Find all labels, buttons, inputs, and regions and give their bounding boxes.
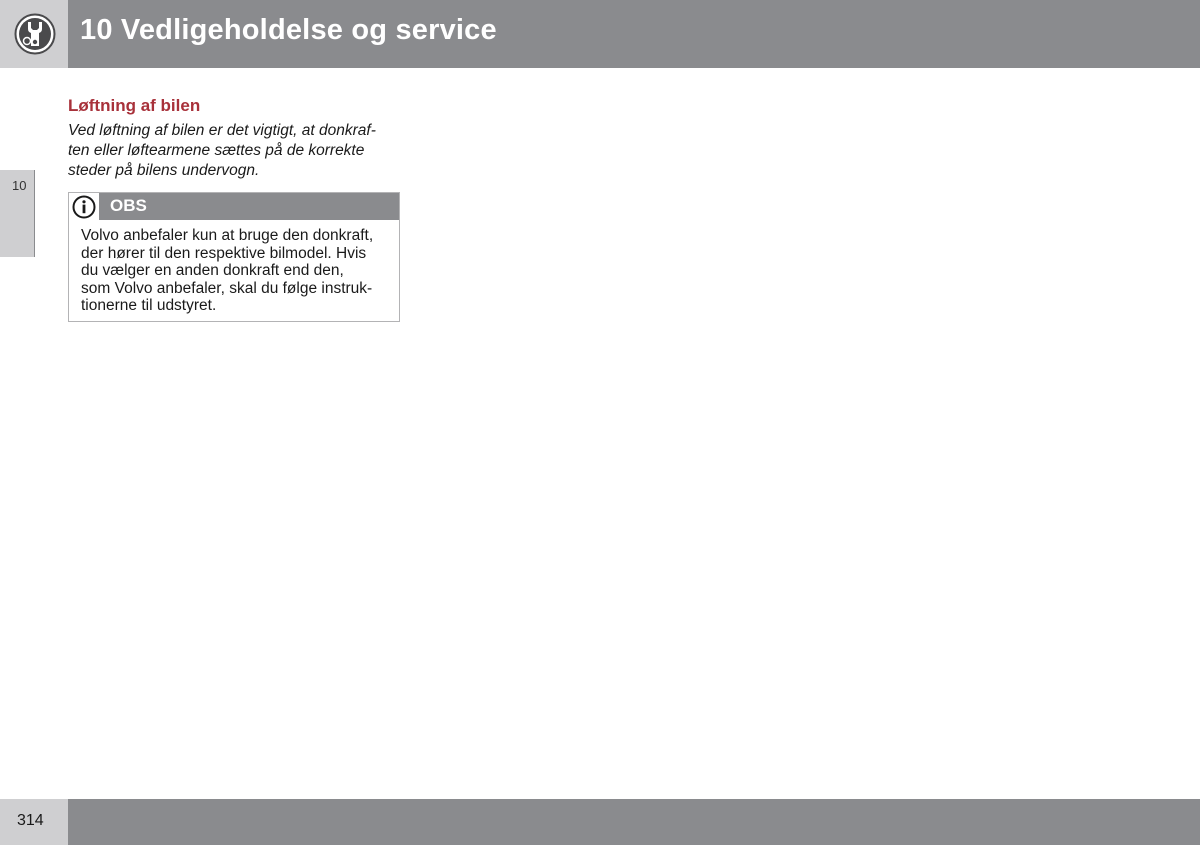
note-line: tionerne til udstyret. <box>81 297 217 314</box>
note-line: som Volvo anbefaler, skal du følge instruk- <box>81 279 373 297</box>
header-icon-panel <box>0 0 68 68</box>
note-header <box>69 193 399 220</box>
note-label: OBS <box>110 196 147 215</box>
note-body <box>81 227 393 315</box>
note-line: du vælger en anden donkraft end den, <box>81 262 344 279</box>
intro-line: ten eller løftearmene sættes på de korrekte <box>68 142 365 159</box>
page-number: 314 <box>17 812 44 829</box>
note-line: Volvo anbefaler kun at bruge den donkraft, <box>81 227 374 244</box>
intro-line: steder på bilens undervogn. <box>68 162 260 179</box>
info-icon <box>72 195 96 219</box>
note-box <box>68 192 400 322</box>
note-line: der hører til den respektive bilmodel. Hvis <box>81 244 367 262</box>
side-tab-label: 10 <box>12 178 27 193</box>
side-tab-divider <box>34 170 35 257</box>
wrench-icon <box>14 13 56 55</box>
note-icon-background <box>69 193 99 220</box>
intro-paragraph <box>68 121 408 181</box>
chapter-title: 10 Vedligeholdelse og service <box>80 14 497 46</box>
footer-bar <box>68 799 1200 845</box>
section-heading: Løftning af bilen <box>68 96 201 115</box>
intro-line: Ved løftning af bilen er det vigtigt, at donkraf- <box>68 122 376 139</box>
